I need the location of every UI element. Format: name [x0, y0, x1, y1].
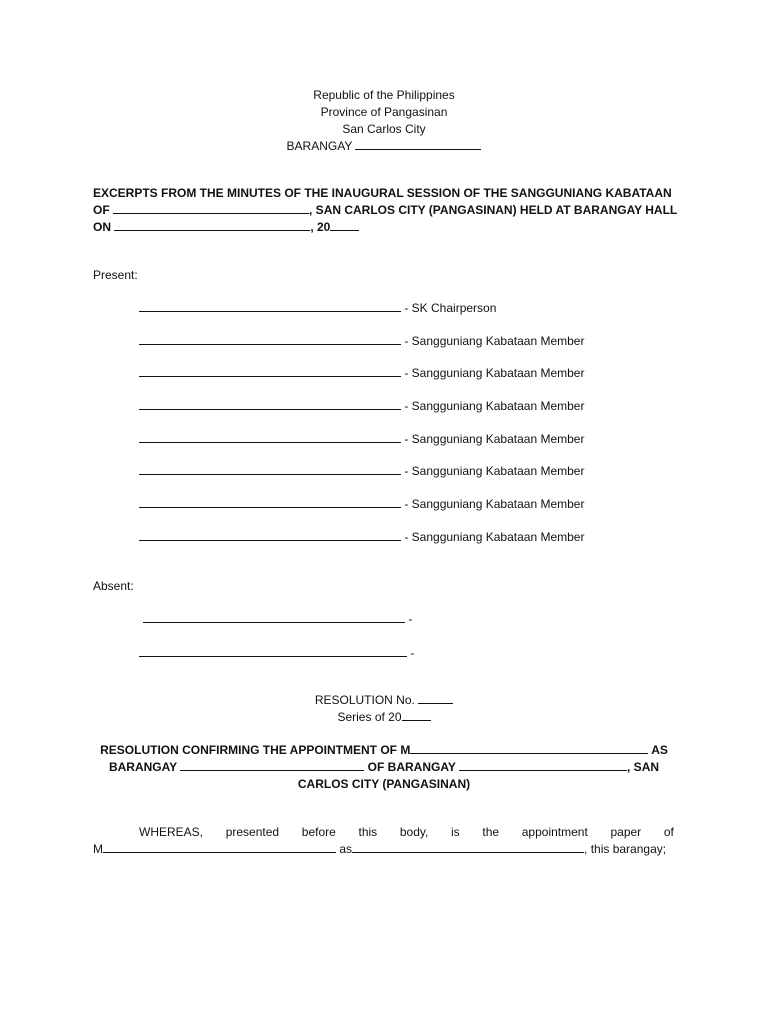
whereas-position-blank [352, 841, 584, 853]
whereas-word: before [301, 825, 336, 839]
barangay-blank [355, 138, 481, 150]
name-blank [139, 529, 401, 541]
name-blank [139, 333, 401, 345]
resolution-title-line-2 [0, 759, 768, 775]
header-city: San Carlos City [342, 122, 426, 136]
name-blank [143, 611, 405, 623]
absent-dash: - [408, 612, 413, 626]
excerpt-line-3 [93, 219, 359, 236]
excerpt-location: , SAN CARLOS CITY (PANGASINAN) HELD AT BARANGAY HALL [309, 203, 678, 217]
resolution-series-label: Series of 20 [337, 710, 402, 724]
whereas-word: this [358, 825, 378, 839]
present-row [139, 431, 584, 447]
whereas-appointee-blank [103, 841, 336, 853]
resolution-san-label: , SAN [627, 760, 660, 774]
whereas-word: of [663, 825, 674, 839]
whereas-word: paper [610, 825, 642, 839]
whereas-word: is [451, 825, 460, 839]
present-row [139, 398, 584, 414]
excerpt-on-label: ON [93, 220, 111, 234]
excerpt-sk-blank [113, 202, 309, 214]
whereas-line-2 [93, 841, 674, 858]
resolution-number [0, 692, 768, 708]
name-blank [139, 431, 401, 443]
role-label: - Sangguniang Kabataan Member [404, 334, 585, 348]
whereas-m-label: M [93, 842, 103, 856]
whereas-word: the [482, 825, 500, 839]
resolution-title-line-1 [0, 742, 768, 758]
header-province: Province of Pangasinan [320, 105, 448, 119]
excerpt-date-blank [114, 219, 310, 231]
appointee-blank [410, 742, 648, 754]
excerpt-year-label: , 20 [310, 220, 331, 234]
present-row [139, 365, 584, 381]
whereas-as-label: as [339, 842, 353, 856]
role-label: - Sangguniang Kabataan Member [404, 530, 585, 544]
role-label: - Sangguniang Kabataan Member [404, 399, 585, 413]
role-label: - SK Chairperson [404, 301, 497, 315]
resolution-series [0, 709, 768, 725]
absent-dash: - [410, 646, 415, 660]
whereas-word: WHEREAS, [139, 825, 204, 839]
whereas-word: appointment [521, 825, 588, 839]
resolution-number-blank [418, 692, 453, 704]
resolution-title-line-3: CARLOS CITY (PANGASINAN) [297, 777, 471, 791]
whereas-word: presented [225, 825, 280, 839]
present-row [139, 463, 584, 479]
excerpt-line-1: EXCERPTS FROM THE MINUTES OF THE INAUGURAL SESSION OF THE SANGGUNIANG KABATAAN [93, 186, 672, 200]
name-blank [139, 645, 407, 657]
absent-row [143, 611, 412, 627]
name-blank [139, 365, 401, 377]
whereas-word: body, [399, 825, 429, 839]
resolution-barangay-label: BARANGAY [108, 760, 177, 774]
header-barangay [0, 138, 768, 154]
absent-label: Absent: [93, 579, 134, 593]
absent-row [139, 645, 414, 661]
role-label: - Sangguniang Kabataan Member [404, 432, 585, 446]
present-label: Present: [93, 268, 138, 282]
whereas-paragraph [93, 824, 674, 858]
whereas-barangay-label: , this barangay; [584, 842, 667, 856]
resolution-number-label: RESOLUTION No. [314, 693, 415, 707]
name-blank [139, 398, 401, 410]
resolution-title-text: RESOLUTION CONFIRMING THE APPOINTMENT OF M [100, 743, 411, 757]
barangay-label: BARANGAY [286, 139, 353, 153]
whereas-line-1 [93, 824, 674, 841]
excerpt-year-blank [330, 219, 359, 231]
excerpt-line-2 [93, 202, 677, 219]
present-row [139, 333, 584, 349]
name-blank [139, 496, 401, 508]
present-row [139, 300, 496, 316]
excerpt-of-label: OF [93, 203, 110, 217]
name-blank [139, 300, 401, 312]
barangay-name-blank [459, 759, 627, 771]
name-blank [139, 463, 401, 475]
position-blank [180, 759, 364, 771]
resolution-series-blank [402, 709, 431, 721]
role-label: - Sangguniang Kabataan Member [404, 497, 585, 511]
header-republic: Republic of the Philippines [313, 88, 455, 102]
resolution-title-as: AS [651, 743, 668, 757]
present-row [139, 529, 584, 545]
present-row [139, 496, 584, 512]
resolution-of-barangay-label: OF BARANGAY [367, 760, 456, 774]
role-label: - Sangguniang Kabataan Member [404, 464, 585, 478]
role-label: - Sangguniang Kabataan Member [404, 366, 585, 380]
